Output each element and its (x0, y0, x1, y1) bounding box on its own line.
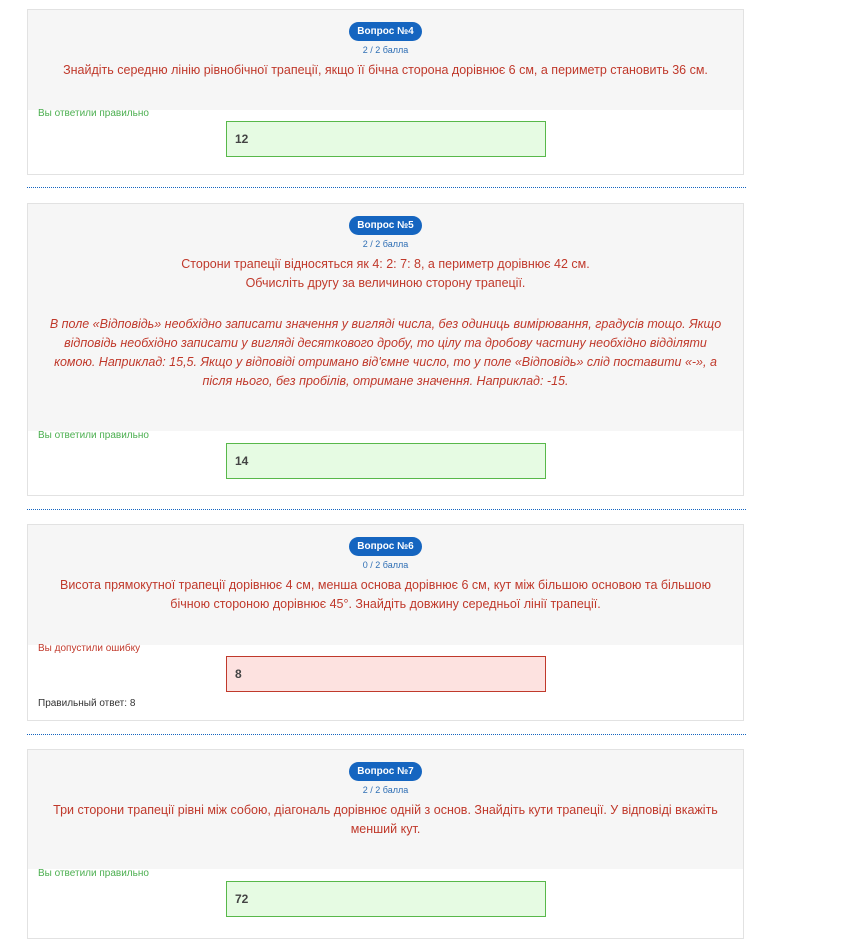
question-text: Висота прямокутної трапеції дорівнює 4 см, менша основа дорівнює 6 см, кут між більшою основою та більшою бічною стороною дорівнює 45°. Знайдіть довжину середньої лінії трапеції. (59, 578, 711, 611)
question-text: Три сторони трапеції рівні між собою, діагональ дорівнює одній з основ. Знайдіть кути трапеції. У відповіді вкажіть менший кут. (53, 803, 718, 836)
question-text-line-2: Обчисліть другу за величиною сторону трапеції. (245, 276, 526, 290)
answer-status: Вы ответили правильно (38, 430, 149, 441)
question-number-badge: Вопрос №7 (349, 762, 422, 781)
answer-status: Вы ответили правильно (38, 108, 149, 119)
separator (27, 187, 746, 188)
answer-status: Вы допустили ошибку (38, 643, 141, 654)
question-number-badge: Вопрос №5 (349, 216, 422, 235)
question-card-4 (27, 9, 744, 175)
answer-format-note: В поле «Відповідь» необхідно записати значення у вигляді числа, без одиниць вимірювання, градусів тощо. Якщо відповідь необхідно записати у вигляді десяткового дробу, то цілу та дробову частину необхідно відділяти комою. Наприклад: 15,5. Якщо у відповіді отримано від'ємне число, то у поле «Відповідь» слід поставити «-», а після нього, без пробілів, отримане значення. Наприклад: -15. (49, 317, 722, 388)
answer-field: 12 (226, 121, 546, 157)
question-text: Знайдіть середню лінію рівнобічної трапеції, якщо її бічна сторона дорівнює 6 см, а периметр становить 36 см. (63, 63, 708, 77)
separator (27, 509, 746, 510)
question-card-5 (27, 203, 744, 496)
answer-status: Вы ответили правильно (38, 868, 149, 879)
question-number-badge: Вопрос №4 (349, 22, 422, 41)
answer-field: 72 (226, 881, 546, 917)
question-score: 2 / 2 балла (362, 785, 409, 795)
answer-field: 8 (226, 656, 546, 692)
question-card-7 (27, 749, 744, 939)
answer-field: 14 (226, 443, 546, 479)
question-score: 2 / 2 балла (362, 239, 409, 249)
question-score: 2 / 2 балла (362, 45, 409, 55)
question-score: 0 / 2 балла (362, 560, 409, 570)
question-number-badge: Вопрос №6 (349, 537, 422, 556)
correct-answer: Правильный ответ: 8 (38, 698, 136, 709)
separator (27, 734, 746, 735)
question-card-6 (27, 524, 744, 721)
question-text: Сторони трапеції відносяться як 4: 2: 7: 8, а периметр дорівнює 42 см. (181, 257, 590, 271)
